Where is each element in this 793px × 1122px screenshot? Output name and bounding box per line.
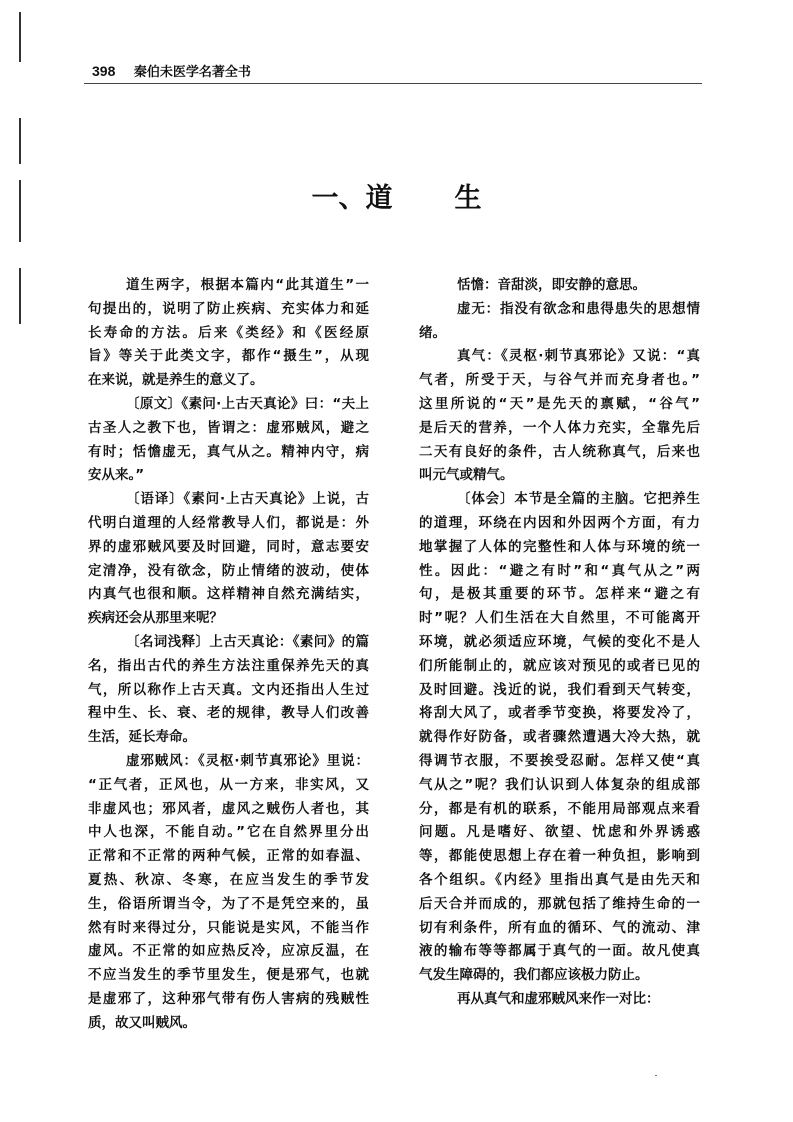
chapter-title-part1: 一、道 [311, 183, 393, 214]
text-line: 虚风。不正常的如应热反冷，应凉反温，在 [88, 943, 369, 960]
book-title: 秦伯未医学名著全书 [133, 65, 251, 80]
text-line: 非虚风也；邪风者，虚风之贼伤人者也，其 [88, 800, 369, 817]
text-line: 〔语译〕《素问·上古天真论》上说，古 [126, 491, 369, 508]
text-line: 叫元气或精气。 [419, 467, 514, 484]
text-line: 就得作好防备，或者骤然遭遇大冷大热，就 [419, 729, 700, 746]
text-line: 的道理，环绕在内因和外因两个方面，有力 [419, 514, 700, 531]
text-line: 是后天的营养，一个人体力充实，全靠先后 [419, 419, 700, 436]
paragraph [419, 298, 700, 346]
text-line: 然有时来得过分，只能说是实风，不能当作 [88, 919, 369, 936]
text-line: 再从真气和虚邪贼风来作一对比： [457, 990, 660, 1007]
text-line: 环境，就必须适应环境，气候的变化不是人 [419, 633, 700, 650]
text-line: 〔原文〕《素问·上古天真论》曰：“夫上 [126, 395, 369, 412]
running-header [92, 61, 251, 80]
text-line: 有时；恬憺虚无，真气从之。精神内守，病 [88, 443, 369, 460]
scan-edge-mark [19, 12, 21, 62]
scan-edge-mark [19, 268, 21, 324]
text-line: 将刮大风了，或者季节变换，将要发冷了， [419, 705, 700, 722]
paragraph [88, 393, 369, 488]
text-line: 安从来。” [88, 467, 145, 484]
text-line: 各个组织。《内经》里指出真气是由先天和 [419, 871, 700, 888]
text-line: 内真气也很和顺。这样精神自然充满结实， [88, 586, 369, 603]
paragraph [88, 631, 369, 750]
text-line: 句，是极其重要的环节。怎样来“避之有 [419, 586, 700, 603]
scan-speck [655, 1075, 657, 1076]
right-column [419, 274, 700, 1012]
text-line: 二天有良好的条件，古人统称真气，后来也 [419, 443, 700, 460]
text-line: 这里所说的“天”是先天的禀赋，“谷气” [419, 395, 700, 412]
left-column [88, 274, 369, 1036]
text-line: 古圣人之教下也，皆谓之：虚邪贼风，避之 [88, 419, 369, 436]
text-line: 正常和不正常的两种气候，正常的如春温、 [88, 848, 369, 865]
text-line: 切有利条件，所有血的循环、气的流动、津 [419, 919, 700, 936]
text-line: 定清净，没有欲念，防止情绪的波动，使体 [88, 562, 369, 579]
text-line: 旨》等关于此类文字，都作“摄生”，从现 [88, 348, 369, 365]
text-line: 〔体会〕本节是全篇的主脑。它把养生 [457, 491, 700, 508]
text-line: 疾病还会从那里来呢？ [88, 610, 223, 627]
text-line: “正气者，正风也，从一方来，非实风，又 [88, 776, 369, 793]
header-rule [84, 83, 702, 84]
text-line: 气者，所受于天，与谷气并而充身者也。” [419, 372, 700, 389]
text-line: 气从之”呢？我们认识到人体复杂的组成部 [419, 776, 700, 793]
text-line: 质，故又叫贼风。 [88, 1014, 196, 1031]
text-line: 绪。 [419, 324, 446, 341]
text-line: 虚无：指没有欲念和患得患失的思想情 [457, 300, 700, 317]
text-line: 地掌握了人体的完整性和人体与环境的统一 [419, 538, 700, 555]
text-line: 道生两字，根据本篇内“此其道生”一 [126, 277, 369, 293]
scan-edge-mark [19, 118, 21, 164]
text-line: 不应当发生的季节里发生，便是邪气，也就 [88, 967, 369, 984]
text-line: 中人也深，不能自动。”它在自然界里分出 [88, 824, 369, 841]
text-line: 是虚邪了，这种邪气带有伤人害病的残贼性 [88, 990, 369, 1007]
text-line: 〔名词浅释〕上古天真论：《素问》的篇 [126, 633, 369, 650]
paragraph [419, 274, 700, 298]
text-line: 后天合并而成的，那就包括了维持生命的一 [419, 895, 700, 912]
text-line: 气，所以称作上古天真。文内还指出人生过 [88, 681, 369, 698]
text-line: 虚邪贼风：《灵枢·刺节真邪论》里说： [126, 752, 369, 769]
text-line: 液的输布等等都属于真气的一面。故凡使真 [419, 943, 700, 960]
text-line: 长寿命的方法。后来《类经》和《医经原 [88, 324, 369, 341]
text-line: 等，都能使思想上存在着一种负担，影响到 [419, 848, 700, 865]
paragraph [88, 488, 369, 631]
chapter-title-part2: 生 [454, 183, 482, 214]
paragraph [88, 274, 369, 393]
text-line: 句提出的，说明了防止疾病、充实体力和延 [88, 300, 369, 317]
paragraph [419, 345, 700, 488]
paragraph [419, 488, 700, 988]
text-line: 在来说，就是养生的意义了。 [88, 372, 264, 389]
page-number: 398 [92, 63, 116, 79]
text-line: 们所能制止的，就应该对预见的或者已见的 [419, 657, 700, 674]
text-line: 程中生、长、衰、老的规律，教导人们改善 [88, 705, 369, 722]
text-line: 恬憺：音甜淡，即安静的意思。 [457, 277, 646, 293]
text-line: 界的虚邪贼风要及时回避，同时，意志要安 [88, 538, 369, 555]
text-line: 夏热、秋凉、冬寒，在应当发生的季节发 [88, 871, 369, 888]
chapter-title [0, 176, 793, 215]
text-line: 名，指出古代的养生方法注重保养先天的真 [88, 657, 369, 674]
text-line: 分，都是有机的联系，不能用局部观点来看 [419, 800, 700, 817]
text-line: 及时回避。浅近的说，我们看到天气转变， [419, 681, 700, 698]
text-line: 生活，延长寿命。 [88, 729, 196, 746]
text-line: 问题。凡是嗜好、欲望、忧虑和外界诱惑 [419, 824, 700, 841]
text-line: 性。因此：“避之有时”和“真气从之”两 [419, 562, 700, 579]
text-line: 生，俗语所谓当令，为了不是凭空来的，虽 [88, 895, 369, 912]
paragraph [419, 988, 700, 1012]
text-line: 时”呢？人们生活在大自然里，不可能离开 [419, 610, 700, 627]
text-line: 气发生障碍的，我们都应该极力防止。 [419, 967, 649, 984]
text-line: 真气：《灵枢·刺节真邪论》又说：“真 [457, 348, 700, 365]
paragraph [88, 750, 369, 1036]
text-line: 得调节衣服，不要挨受忍耐。怎样又使“真 [419, 752, 700, 769]
text-line: 代明白道理的人经常教导人们，都说是：外 [88, 514, 369, 531]
